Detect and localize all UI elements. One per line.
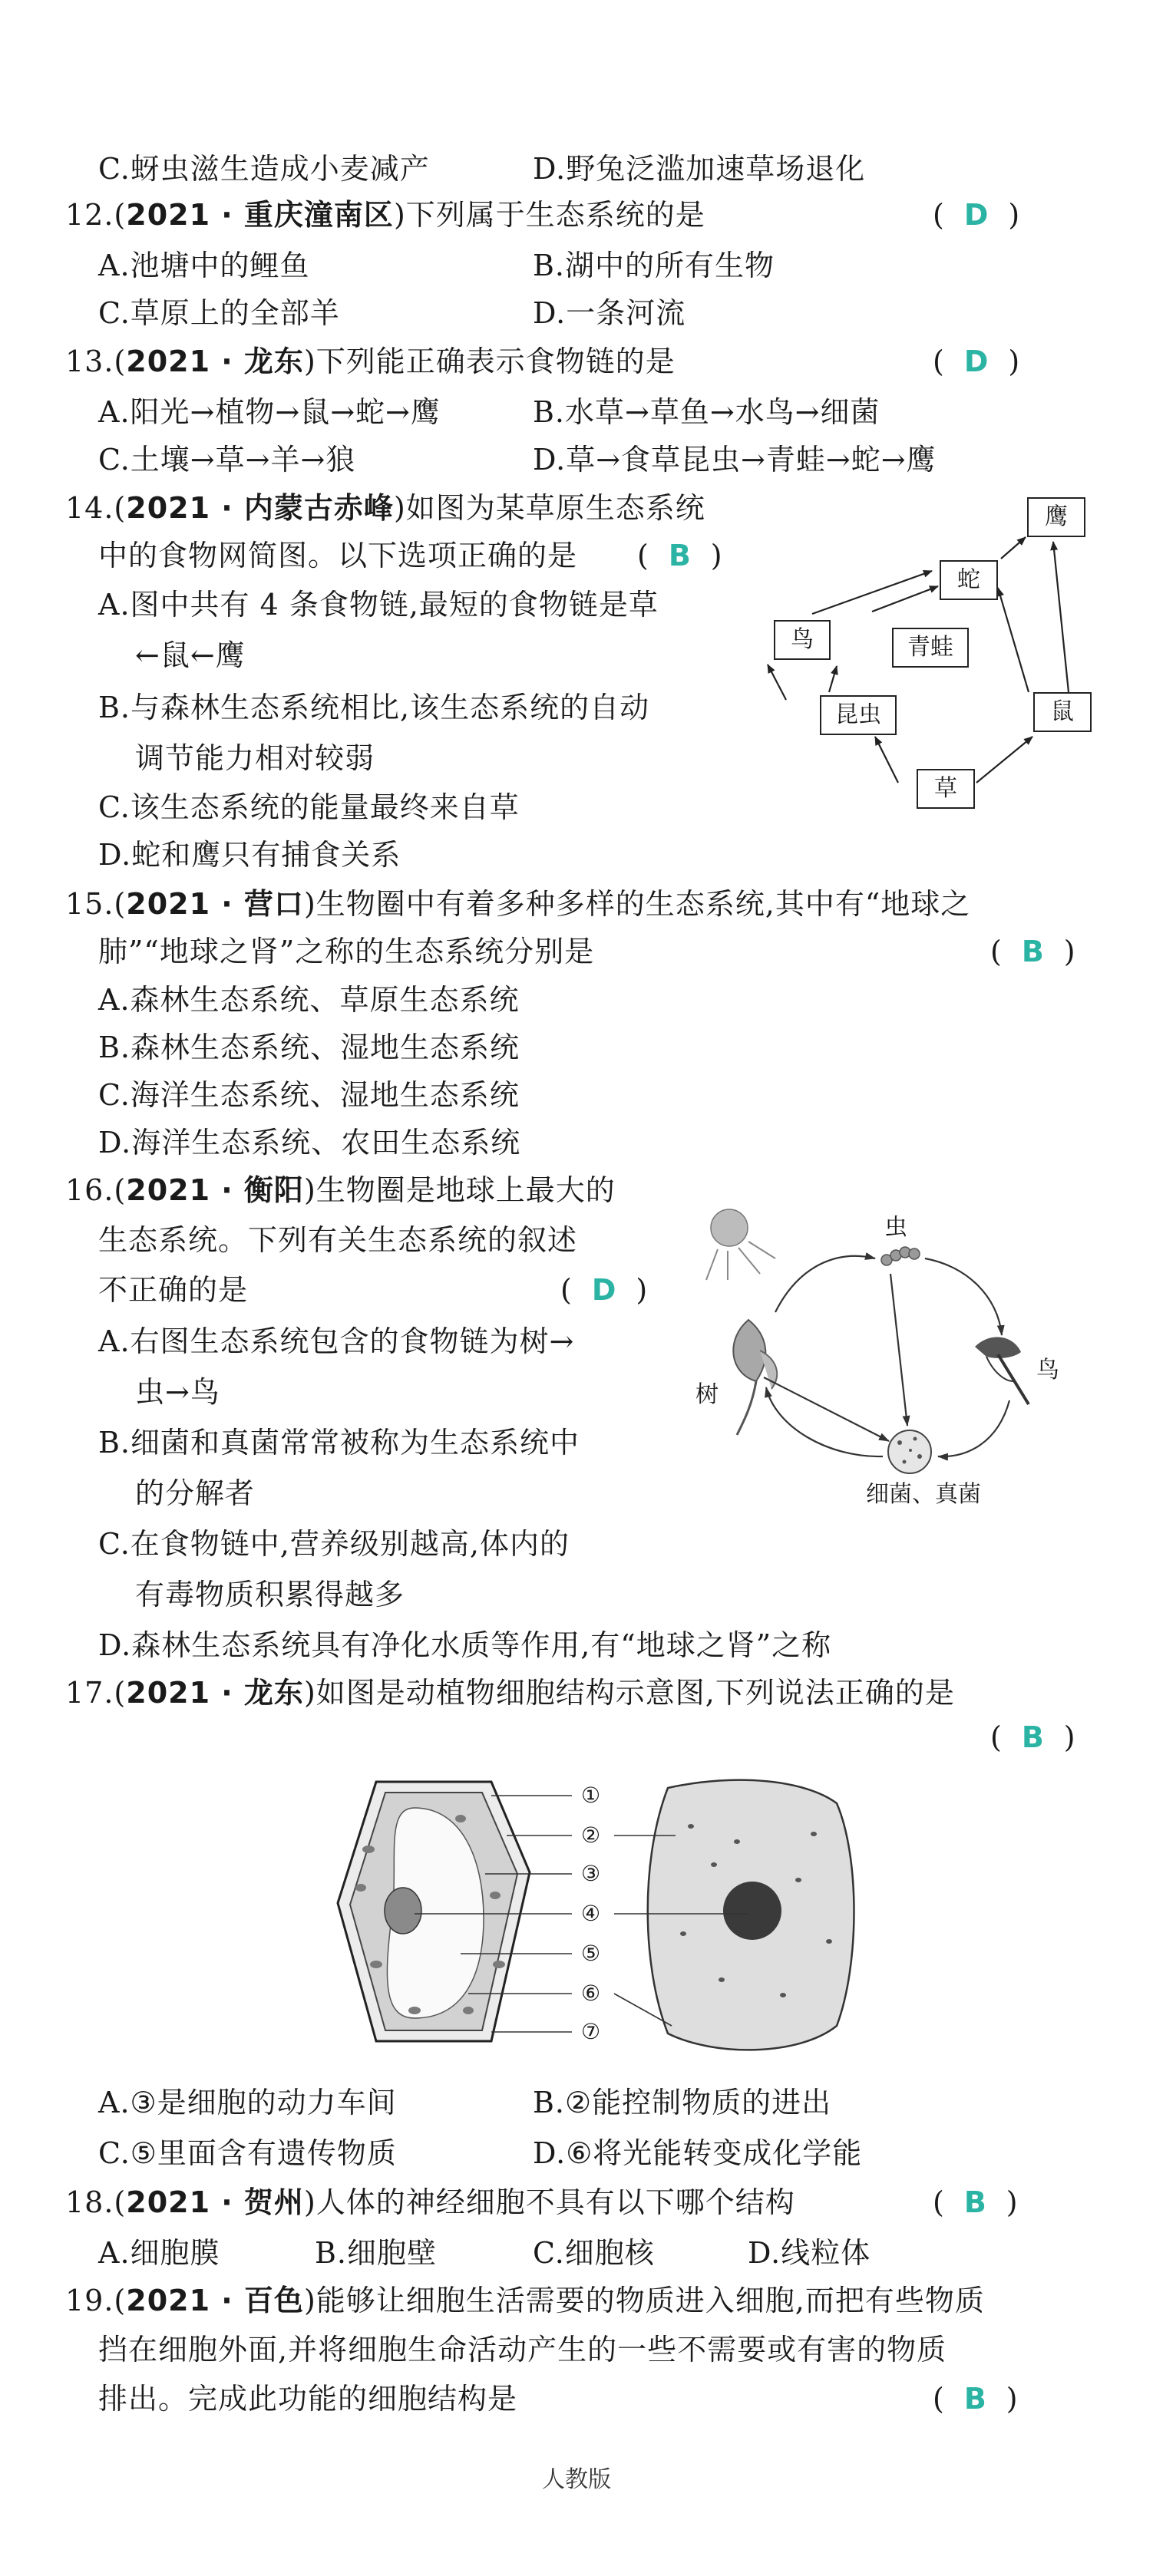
fig-label-decomposer: 细菌、真菌 (866, 1481, 981, 1508)
q17-option-d: D.⑥将光能转变成化学能 (533, 2136, 863, 2170)
cell-label-7: ⑦ (581, 2019, 601, 2044)
cell-label-1: ① (581, 1783, 601, 1808)
q19-answer: ( B ) (933, 2382, 1018, 2416)
plant-cell (338, 1782, 530, 2041)
q15-option-a: A.森林生态系统、草原生态系统 (98, 983, 520, 1017)
q14-option-a-line1: A.图中共有 4 条食物链,最短的食物链是草 (98, 588, 659, 622)
cell-label-4: ④ (581, 1901, 601, 1926)
q17-answer: ( B ) (990, 1720, 1075, 1754)
q16-option-c-line2: 有毒物质积累得越多 (135, 1578, 405, 1611)
q15-option-d: D.海洋生态系统、农田生态系统 (98, 1126, 521, 1159)
q18-option-d: D.线粒体 (748, 2236, 871, 2270)
cell-label-2: ② (581, 1822, 601, 1848)
q16-stem-line2: 生态系统。下列有关生态系统的叙述 (98, 1223, 578, 1257)
node-hawk: 鹰 (1027, 497, 1085, 537)
node-grass: 草 (917, 769, 975, 809)
q18-option-b: B.细胞壁 (315, 2236, 438, 2270)
q14-option-b-line2: 调节能力相对较弱 (135, 741, 375, 775)
q16-stem-line1: 16.(2021 · 衡阳)生物圈是地球上最大的 (65, 1173, 616, 1207)
q16-option-b-line2: 的分解者 (135, 1476, 256, 1510)
q14-stem-line1: 14.(2021 · 内蒙古赤峰)如图为某草原生态系统 (65, 491, 705, 525)
animal-cell (648, 1780, 854, 2050)
q19-stem-line3: 排出。完成此功能的细胞结构是 (98, 2382, 518, 2416)
cell-label-3: ③ (581, 1861, 601, 1886)
q12-answer: ( D ) (933, 198, 1020, 232)
q16-stem-line3: 不正确的是 (98, 1273, 249, 1307)
q15-stem-line2: 肺”“地球之肾”之称的生态系统分别是 (98, 935, 595, 968)
q11-option-d: D.野兔泛滥加速草场退化 (533, 152, 866, 186)
q14-option-d: D.蛇和鹰只有捕食关系 (98, 838, 401, 872)
q13-stem: 13.(2021 · 龙东)下列能正确表示食物链的是 (65, 345, 676, 378)
q16-answer: ( D ) (560, 1273, 648, 1307)
q16-option-a-line2: 虫→鸟 (135, 1375, 220, 1409)
q17-option-c: C.⑤里面含有遗传物质 (98, 2136, 397, 2170)
q11-option-c: C.蚜虫滋生造成小麦减产 (98, 152, 430, 186)
q18-stem: 18.(2021 · 贺州)人体的神经细胞不具有以下哪个结构 (65, 2185, 795, 2219)
q17-option-b: B.②能控制物质的进出 (533, 2086, 832, 2119)
node-mouse: 鼠 (1033, 692, 1092, 732)
cell-label-5: ⑤ (581, 1941, 601, 1966)
cell-label-6: ⑥ (581, 1981, 601, 2006)
q13-option-d: D.草→食草昆虫→青蛙→蛇→鹰 (533, 443, 937, 477)
q15-stem-line1: 15.(2021 · 营口)生物圈中有着多种多样的生态系统,其中有“地球之 (65, 887, 971, 921)
q16-option-b-line1: B.细菌和真菌常常被称为生态系统中 (98, 1426, 580, 1460)
q15-option-b: B.森林生态系统、湿地生态系统 (98, 1031, 520, 1064)
q13-answer: ( D ) (933, 345, 1020, 378)
q12-option-a: A.池塘中的鲤鱼 (98, 249, 310, 282)
q18-option-c: C.细胞核 (533, 2236, 655, 2270)
q14-option-c: C.该生态系统的能量最终来自草 (98, 790, 520, 824)
node-snake: 蛇 (940, 560, 998, 600)
q16-option-c-line1: C.在食物链中,营养级别越高,体内的 (98, 1527, 570, 1561)
q19-stem-line2: 挡在细胞外面,并将细胞生命活动产生的一些不需要或有害的物质 (98, 2333, 947, 2367)
q18-option-a: A.细胞膜 (98, 2236, 220, 2270)
node-frog: 青蛙 (892, 628, 969, 668)
q12-option-b: B.湖中的所有生物 (533, 249, 775, 282)
q12-stem: 12.(2021 · 重庆潼南区)下列属于生态系统的是 (65, 198, 705, 232)
q14-stem-line2: 中的食物网简图。以下选项正确的是 (98, 539, 578, 572)
node-insect: 昆虫 (820, 695, 897, 735)
fig-label-bird: 鸟 (1036, 1357, 1059, 1384)
q15-option-c: C.海洋生态系统、湿地生态系统 (98, 1078, 520, 1112)
q14-option-a-line2: ←鼠←鹰 (135, 638, 246, 672)
q17-stem: 17.(2021 · 龙东)如图是动植物细胞结构示意图,下列说法正确的是 (65, 1676, 955, 1710)
q13-option-b: B.水草→草鱼→水鸟→细菌 (533, 395, 880, 429)
q18-answer: ( B ) (933, 2185, 1018, 2219)
q17-option-a: A.③是细胞的动力车间 (98, 2086, 397, 2119)
q12-option-c: C.草原上的全部羊 (98, 296, 340, 330)
q13-option-a: A.阳光→植物→鼠→蛇→鹰 (98, 395, 441, 429)
q15-answer: ( B ) (990, 935, 1075, 968)
fig-label-insect: 虫 (884, 1214, 907, 1241)
q16-option-a-line1: A.右图生态系统包含的食物链为树→ (98, 1324, 575, 1358)
q14-option-b-line1: B.与森林生态系统相比,该生态系统的自动 (98, 691, 650, 724)
q14-answer: ( B ) (637, 539, 722, 572)
node-bird: 鸟 (774, 620, 831, 660)
q19-stem-line1: 19.(2021 · 百色)能够让细胞生活需要的物质进入细胞,而把有些物质 (65, 2284, 985, 2317)
q12-option-d: D.一条河流 (533, 296, 686, 330)
fig-label-tree: 树 (695, 1381, 719, 1408)
q13-option-c: C.土壤→草→羊→狼 (98, 443, 356, 477)
q16-option-d: D.森林生态系统具有净化水质等作用,有“地球之肾”之称 (98, 1628, 832, 1662)
page-footer: 人教版 (542, 2466, 611, 2493)
